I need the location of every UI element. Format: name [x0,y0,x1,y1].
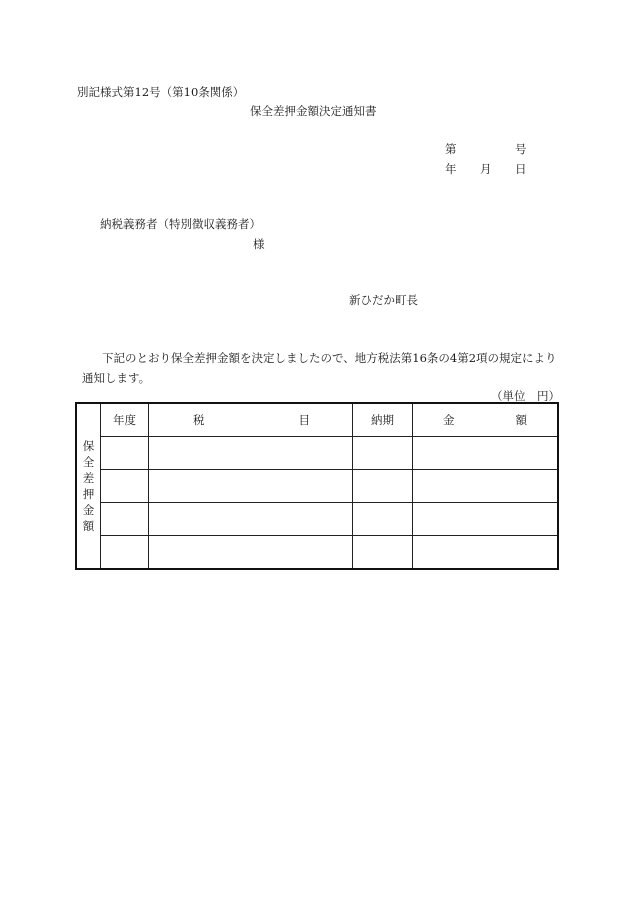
cell-year[interactable] [101,503,149,536]
header-due: 納期 [353,404,413,437]
cell-due[interactable] [353,470,413,503]
side-label: 保 全 差 押 金 額 [77,404,101,569]
honorific: 様 [253,237,265,251]
body-text: 下記のとおり保全差押金額を決定しましたので、地方税法第16条の4第2項の規定により通知します。 [82,351,557,385]
cell-tax-item[interactable] [149,437,353,470]
table-row [77,470,558,503]
header-amount: 金 額 [413,404,558,437]
issuer-name: 新ひだか町長 [349,293,418,307]
form-reference: 別記様式第12号（第10条関係） [77,85,245,99]
cell-tax-item[interactable] [149,470,353,503]
table-row [77,437,558,470]
cell-amount[interactable] [413,437,558,470]
cell-year[interactable] [101,470,149,503]
date-day-label: 日 [515,162,527,176]
cell-amount[interactable] [413,470,558,503]
cell-year[interactable] [101,536,149,569]
date-year-label: 年 [445,162,457,176]
number-suffix: 号 [515,142,527,156]
cell-tax-item[interactable] [149,503,353,536]
cell-due[interactable] [353,437,413,470]
table-header-row [77,404,558,437]
cell-due[interactable] [353,536,413,569]
cell-due[interactable] [353,503,413,536]
header-tax-item: 税 目 [149,404,353,437]
document-title: 保全差押金額決定通知書 [250,104,377,118]
table-row [77,536,558,569]
cell-tax-item[interactable] [149,536,353,569]
unit-label: （単位 円） [491,389,560,403]
cell-amount[interactable] [413,536,558,569]
date-month-label: 月 [480,162,492,176]
taxpayer-label: 納税義務者（特別徴収義務者） [100,217,261,231]
header-year: 年度 [101,404,149,437]
table-row [77,503,558,536]
number-prefix: 第 [445,142,457,156]
amounts-table [76,403,558,569]
cell-year[interactable] [101,437,149,470]
cell-amount[interactable] [413,503,558,536]
